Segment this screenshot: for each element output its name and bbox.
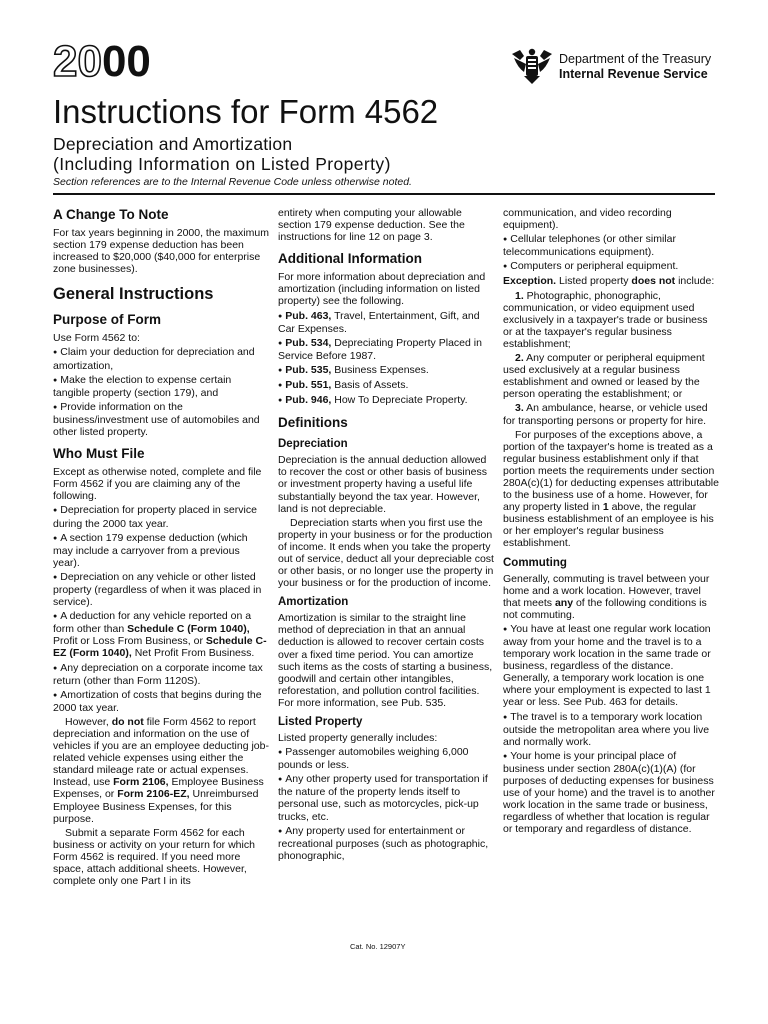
heading-additional-information: Additional Information bbox=[278, 251, 422, 267]
item-3-text: An ambulance, hearse, or vehicle used for transporting persons or property for hire. bbox=[503, 402, 708, 427]
heading-definitions: Definitions bbox=[278, 415, 348, 431]
heading-listed-property: Listed Property bbox=[278, 716, 363, 728]
irs-eagle-icon bbox=[510, 46, 554, 86]
commuting-bullet-3: ● Your home is your principal place of business under section 280A(c)(1)(A) (for purposes of deducting expenses for business use of your home) and the travel is to another work location in the same trade or business, regardless of whether that location is regular or temporary and regardless of distance. bbox=[503, 750, 719, 836]
column-1 bbox=[53, 207, 269, 889]
listed-bullet-3: ● Any property used for entertainment or recreational purposes (such as photographic, phonographic, bbox=[278, 825, 494, 862]
pub-463-title: Travel, Entertainment, Gift, and Car Expenses. bbox=[278, 309, 480, 335]
submit-paragraph: Submit a separate Form 4562 for each business or activity on your return for which Form 4562 is required. If you need more space, attach additional sheets. However, complete only one Part I in its bbox=[53, 826, 255, 888]
pub-946-title: How To Depreciate Property. bbox=[331, 394, 468, 407]
purpose-bullet-1: ● Claim your deduction for depreciation and amortization, bbox=[53, 346, 269, 371]
exception-item-2 bbox=[503, 352, 719, 400]
year-solid-digits: 00 bbox=[101, 37, 151, 86]
form-year bbox=[53, 37, 151, 86]
commuting-text-c: of the following conditions is not commuting. bbox=[503, 596, 707, 621]
commuting-bullet-1: ● You have at least one regular work location away from your home and the travel is to a temporary work location in the same trade or business, regardless of the distance. Generally, a temporary work location is one where your employment is expected to last 1 year or less. See Pub. 463 for details. bbox=[503, 623, 719, 709]
listed-bullet-1: ● Passenger automobiles weighing 6,000 pounds or less. bbox=[278, 746, 494, 771]
pub-551-item bbox=[278, 379, 494, 392]
who-bullet-3: ● Depreciation on any vehicle or other listed property (regardless of when it was placed in service). bbox=[53, 571, 269, 608]
exception-text-b: Listed property bbox=[556, 275, 632, 288]
col3-continuation: communication, and video recording equipment). bbox=[503, 207, 672, 232]
agency-irs: Internal Revenue Service bbox=[559, 67, 708, 81]
purpose-intro: Use Form 4562 to: bbox=[53, 332, 140, 345]
computers-bullet: ● Computers or peripheral equipment. bbox=[503, 260, 719, 273]
subtitle-listed-property: (Including Information on Listed Property) bbox=[53, 154, 391, 174]
exception-label: Exception. bbox=[503, 275, 557, 288]
pub-946-label: Pub. 946, bbox=[285, 394, 332, 407]
who-b4-text-c: Profit or Loss From Business, or bbox=[53, 635, 206, 648]
exception-paragraph bbox=[503, 275, 719, 287]
purposes-ref-1: 1 bbox=[602, 501, 609, 514]
year-outline-digits: 20 bbox=[53, 37, 102, 86]
heading-change-to-note: A Change To Note bbox=[53, 207, 169, 222]
commuting-bullet-2: ● The travel is to a temporary work location outside the metropolitan area where you live and normally work. bbox=[503, 711, 719, 748]
header-divider bbox=[53, 193, 715, 195]
pub-535-label: Pub. 535, bbox=[285, 363, 332, 376]
heading-purpose-of-form: Purpose of Form bbox=[53, 312, 162, 328]
heading-who-must-file: Who Must File bbox=[53, 446, 145, 462]
pub-534-label: Pub. 534, bbox=[285, 336, 332, 349]
heading-amortization: Amortization bbox=[278, 596, 349, 609]
column-2 bbox=[278, 207, 494, 864]
who-b4-text-a: A deduction for any vehicle reported on a form other than bbox=[53, 610, 252, 636]
exception-item-1 bbox=[503, 290, 719, 350]
cellular-bullet: ● Cellular telephones (or other similar telecommunications equipment). bbox=[503, 233, 719, 258]
who-intro: Except as otherwise noted, complete and file Form 4562 if you are claiming any of the following. bbox=[53, 466, 262, 503]
pub-551-title: Basis of Assets. bbox=[331, 379, 409, 392]
subtitle-depreciation: Depreciation and Amortization bbox=[53, 134, 293, 154]
item-2-number: 2. bbox=[515, 352, 524, 365]
however-text-c: file Form 4562 to report depreciation and information on the use of vehicles if you are an employee deducting job-related vehicle expenses using either the standard mileage rate or actual expenses. Instead, use bbox=[53, 715, 269, 789]
pub-551-label: Pub. 551, bbox=[285, 379, 332, 392]
however-text-a: However, bbox=[65, 715, 112, 728]
section-reference-note: Section references are to the Internal Revenue Code unless otherwise noted. bbox=[53, 176, 412, 188]
change-paragraph: For tax years beginning in 2000, the maximum section 179 expense deduction has been increased to $20,000 ($40,000 for enterprise zone businesses). bbox=[53, 227, 269, 276]
purposes-text-a: For purposes of the exceptions above, a portion of the taxpayer's home is treated as a regular business establishment only if that portion meets the requirements under section 280A(c)(1) for deducting expenses attributable to the business use of a home. However, for any property listed in bbox=[503, 428, 719, 514]
item-2-text: Any computer or peripheral equipment used exclusively at a regular business establishment and owned or leased by the person operating the establishment; or bbox=[503, 352, 705, 401]
commuting-text-a: Generally, commuting is travel between your home and a work location. However, travel that meets bbox=[503, 572, 710, 609]
item-1-text: Photographic, phonographic, communication, or video equipment used exclusively in a taxpayer's trade or business or at the taxpayer's regular business establishment; bbox=[503, 289, 708, 350]
however-text-e: Employee Business Expenses, or bbox=[53, 776, 264, 801]
who-bullet-2: ● A section 179 expense deduction (which may include a carryover from a previous year). bbox=[53, 532, 269, 569]
who-bullet-6: ● Amortization of costs that begins during the 2000 tax year. bbox=[53, 689, 269, 714]
pub-463-item bbox=[278, 310, 494, 335]
heading-commuting: Commuting bbox=[503, 556, 567, 569]
additional-intro: For more information about depreciation and amortization (including information on listed property) see the following. bbox=[278, 271, 486, 308]
catalog-number: Cat. No. 12907Y bbox=[350, 942, 406, 951]
purposes-paragraph bbox=[503, 429, 719, 550]
agency-department: Department of the Treasury bbox=[559, 52, 712, 66]
exception-does-not: does not bbox=[631, 275, 676, 288]
who-b4-schedule-cez: Schedule C-EZ (Form 1040), bbox=[53, 635, 267, 660]
pub-535-item bbox=[278, 364, 494, 377]
who-b4-text-e: Net Profit From Business. bbox=[131, 647, 255, 660]
purpose-bullet-2: ● Make the election to expense certain tangible property (section 179), and bbox=[53, 374, 269, 399]
however-paragraph bbox=[53, 716, 269, 825]
purposes-text-c: above, the regular business establishment of an employee is his or her employer's regular business establishment. bbox=[503, 501, 714, 550]
amortization-paragraph: Amortization is similar to the straight line method of depreciation in that an annual deduction is allowed to recover certain costs over a fixed time period. You can amortize such items as the costs of starting a business, goodwill and certain other intangibles, reforestation, and pollution control facilities. For more information, see Pub. 535. bbox=[278, 612, 493, 709]
exception-item-3 bbox=[503, 402, 719, 426]
page-title: Instructions for Form 4562 bbox=[53, 93, 439, 130]
however-text-g: Unreimbursed Employee Business Expenses, for this purpose. bbox=[53, 788, 259, 825]
pub-534-item bbox=[278, 337, 494, 362]
who-b4-schedule-c: Schedule C (Form 1040), bbox=[127, 623, 250, 636]
depreciation-paragraph-1: Depreciation is the annual deduction allowed to recover the cost or other basis of business or investment property having a useful life substantially beyond the tax year. However, land is not depreciable. bbox=[278, 454, 487, 515]
who-bullet-5: ● Any depreciation on a corporate income tax return (other than Form 1120S). bbox=[53, 662, 269, 687]
exception-text-d: include: bbox=[675, 275, 715, 288]
heading-depreciation: Depreciation bbox=[278, 438, 348, 451]
commuting-paragraph bbox=[503, 573, 719, 621]
item-1-number: 1. bbox=[515, 289, 524, 302]
pub-534-title: Depreciating Property Placed in Service Before 1987. bbox=[278, 336, 482, 362]
commuting-any: any bbox=[554, 596, 574, 609]
heading-general-instructions: General Instructions bbox=[53, 285, 214, 304]
listed-intro: Listed property generally includes: bbox=[278, 732, 438, 744]
purpose-bullet-3: ● Provide information on the business/investment use of automobiles and other listed property. bbox=[53, 401, 269, 438]
however-do-not: do not bbox=[111, 715, 144, 728]
who-bullet-4 bbox=[53, 610, 269, 659]
however-form-2106ez: Form 2106-EZ, bbox=[117, 788, 190, 801]
pub-535-title: Business Expenses. bbox=[331, 363, 429, 376]
column-3 bbox=[503, 207, 719, 838]
pub-463-label: Pub. 463, bbox=[285, 309, 332, 322]
col2-continuation: entirety when computing your allowable section 179 expense deduction. See the instructions for line 12 on page 3. bbox=[278, 207, 465, 244]
depreciation-paragraph-2: Depreciation starts when you first use the property in your business or for the production of income. It ends when you take the property out of service, deduct all your depreciable cost or other basis, or no longer use the property in your business or for the production of income. bbox=[278, 516, 494, 590]
listed-bullet-2: ● Any other property used for transportation if the nature of the property lends itself to personal use, such as motorcycles, pick-up trucks, etc. bbox=[278, 773, 494, 822]
however-form-2106: Form 2106, bbox=[113, 776, 169, 789]
pub-946-item bbox=[278, 394, 494, 407]
who-bullet-1: ● Depreciation for property placed in service during the 2000 tax year. bbox=[53, 504, 269, 529]
agency-block bbox=[559, 52, 711, 82]
item-3-number: 3. bbox=[515, 402, 524, 415]
